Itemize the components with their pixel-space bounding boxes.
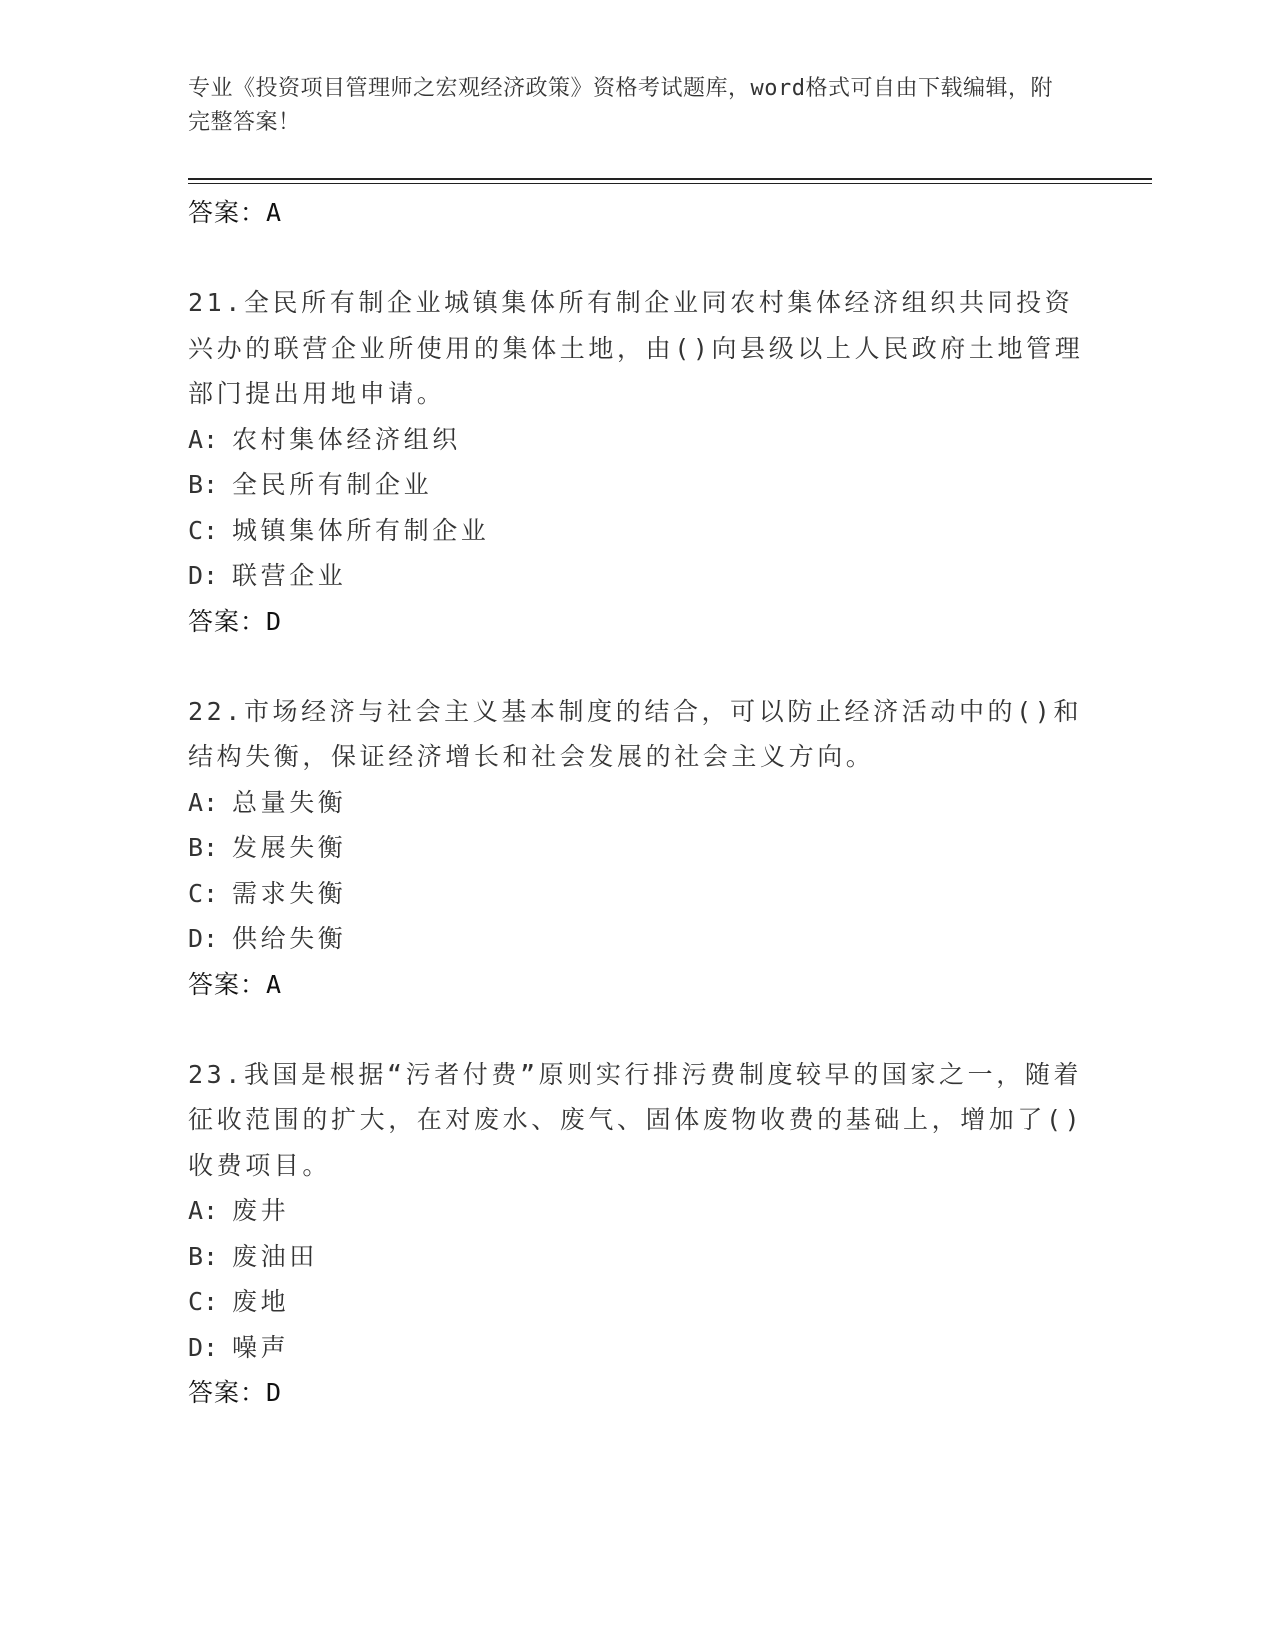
answer-value: D <box>266 1378 283 1407</box>
option-d <box>188 916 1088 962</box>
option-key: A: <box>188 424 219 454</box>
answer-label: 答案： <box>188 198 267 227</box>
question-stem: 23.我国是根据“污者付费”原则实行排污费制度较早的国家之一，随着征收范围的扩大，在对废水、废气、固体废物收费的基础上，增加了()收费项目。 <box>188 1059 1084 1180</box>
option-a <box>188 417 1088 463</box>
question-list <box>188 190 1088 1415</box>
question-block <box>188 1052 1088 1416</box>
header-rule-thin <box>188 183 1152 184</box>
option-text: 总量失衡 <box>232 787 347 817</box>
option-key: D: <box>188 924 219 953</box>
option-text: 需求失衡 <box>232 878 347 908</box>
option-key: B: <box>188 1241 219 1271</box>
option-text: 废地 <box>232 1287 290 1316</box>
option-text: 废井 <box>232 1196 290 1225</box>
option-b <box>188 825 1088 871</box>
option-key: C: <box>188 515 219 545</box>
option-text: 发展失衡 <box>232 833 347 862</box>
option-text: 城镇集体所有制企业 <box>232 515 490 545</box>
option-key: D: <box>188 1332 219 1362</box>
option-text: 废油田 <box>232 1241 318 1271</box>
answer-label: 答案： <box>188 606 267 636</box>
answer-label: 答案： <box>188 969 267 999</box>
answer-line <box>188 962 1088 1007</box>
option-key: C: <box>188 1287 219 1316</box>
option-text: 农村集体经济组织 <box>232 424 461 454</box>
option-text: 联营企业 <box>232 561 347 590</box>
option-a <box>188 1188 1088 1234</box>
answer-line <box>188 190 1088 235</box>
option-key: B: <box>188 470 219 499</box>
answer-value: D <box>266 606 283 636</box>
page-header: 专业《投资项目管理师之宏观经济政策》资格考试题库，word格式可自由下载编辑，附完整答案！ <box>188 76 1053 135</box>
header-rule <box>188 178 1152 180</box>
question-block <box>188 689 1088 1007</box>
option-d <box>188 553 1088 599</box>
option-c <box>188 871 1088 917</box>
answer-value: A <box>266 969 283 999</box>
option-key: C: <box>188 878 219 908</box>
question-stem: 22.市场经济与社会主义基本制度的结合，可以防止经济活动中的()和结构失衡，保证经济增长和社会发展的社会主义方向。 <box>188 696 1083 771</box>
answer-label: 答案： <box>188 1378 267 1407</box>
question-stem: 21.全民所有制企业城镇集体所有制企业同农村集体经济组织共同投资兴办的联营企业所使用的集体土地，由()向县级以上人民政府土地管理部门提出用地申请。 <box>188 288 1084 408</box>
option-key: D: <box>188 561 219 590</box>
option-key: A: <box>188 1196 219 1225</box>
answer-value: A <box>266 198 283 227</box>
option-d <box>188 1325 1088 1371</box>
option-b <box>188 462 1088 508</box>
option-key: A: <box>188 787 219 817</box>
answer-line <box>188 599 1088 644</box>
option-a <box>188 780 1088 826</box>
option-c <box>188 1279 1088 1325</box>
option-c <box>188 508 1088 554</box>
option-text: 噪声 <box>232 1332 290 1362</box>
answer-line <box>188 1370 1088 1415</box>
option-text: 全民所有制企业 <box>232 470 433 499</box>
question-block <box>188 280 1088 644</box>
option-text: 供给失衡 <box>232 924 347 953</box>
option-b <box>188 1234 1088 1280</box>
option-key: B: <box>188 833 219 862</box>
